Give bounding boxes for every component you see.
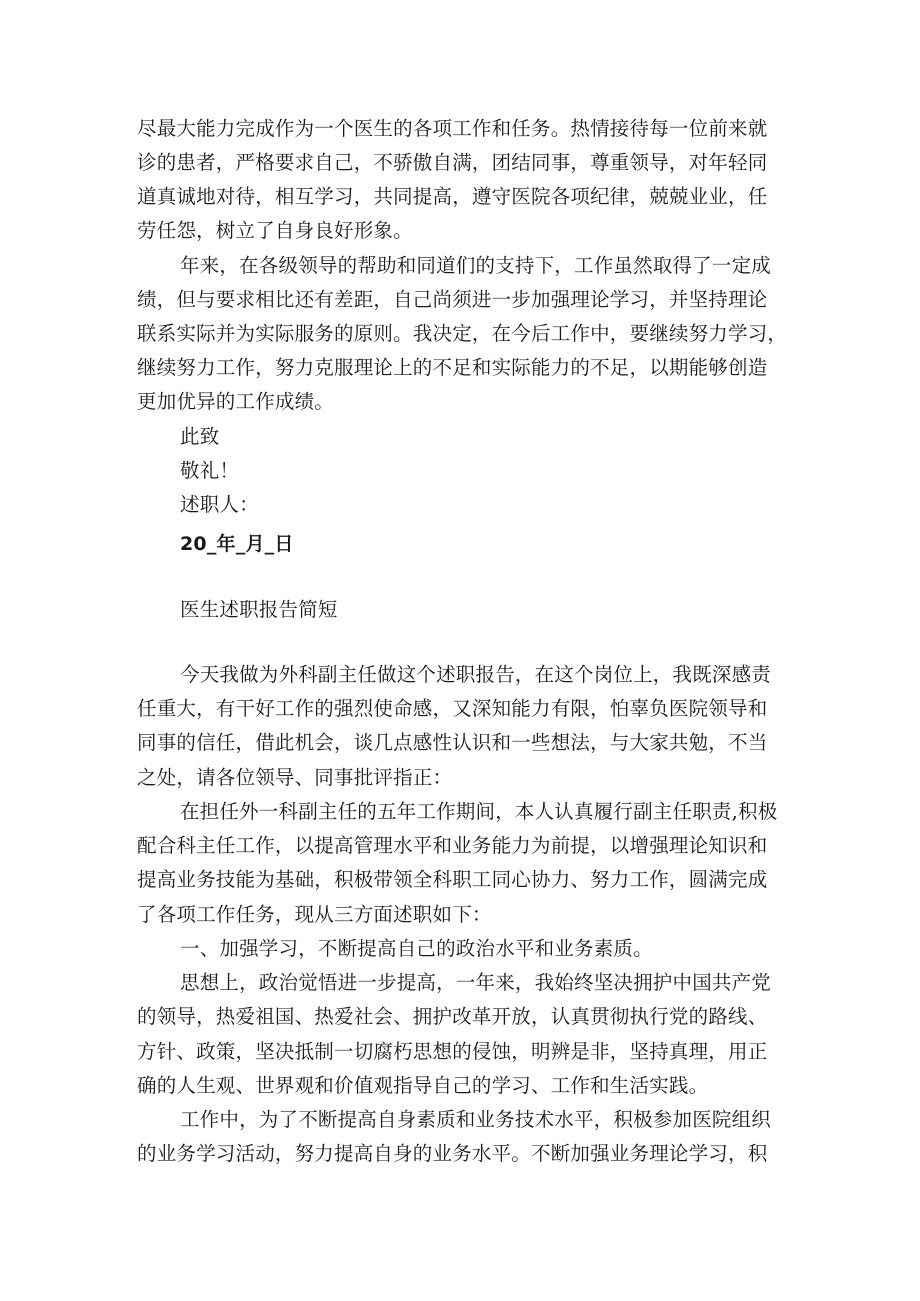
paragraph-line: 思想上，政治觉悟进一步提高，一年来，我始终坚决拥护中国共产党 bbox=[180, 971, 772, 994]
paragraph-line: 在担任外一科副主任的五年工作期间，本人认真履行副主任职责,积极 bbox=[180, 800, 778, 823]
paragraph-line: 诊的患者，严格要求自己，不骄傲自满，团结同事，尊重领导，对年轻同 bbox=[137, 151, 768, 174]
paragraph-line: 同事的信任，借此机会，谈几点感性认识和一些想法，与大家共勉，不当 bbox=[137, 731, 768, 754]
paragraph-line: 年来，在各级领导的帮助和同道们的支持下，工作虽然取得了一定成 bbox=[180, 254, 772, 277]
paragraph-line: 道真诚地对待，相互学习，共同提高，遵守医院各项纪律，兢兢业业，任 bbox=[137, 185, 768, 208]
section-heading: 一、加强学习，不断提高自己的政治水平和业务素质。 bbox=[180, 937, 653, 960]
paragraph-line: 今天我做为外科副主任做这个述职报告，在这个岗位上，我既深感责 bbox=[180, 663, 772, 686]
signer-label: 述职人： bbox=[180, 493, 259, 516]
paragraph-line: 工作中，为了不断提高自身素质和业务技术水平，积极参加医院组织 bbox=[180, 1108, 772, 1131]
paragraph-line: 劳任怨，树立了自身良好形象。 bbox=[137, 219, 413, 242]
paragraph-line: 尽最大能力完成作为一个医生的各项工作和任务。热情接待每一位前来就 bbox=[137, 117, 768, 140]
paragraph-line: 绩，但与要求相比还有差距，自己尚须进一步加强理论学习，并坚持理论 bbox=[137, 288, 768, 311]
paragraph-line: 联系实际并为实际服务的原则。我决定，在今后工作中，要继续努力学习， bbox=[137, 322, 788, 345]
paragraph-line: 的领导，热爱祖国、热爱社会、拥护改革开放，认真贯彻执行党的路线、 bbox=[137, 1005, 768, 1028]
paragraph-line: 任重大，有干好工作的强烈使命感，又深知能力有限，怕辜负医院领导和 bbox=[137, 697, 768, 720]
regards: 敬礼！ bbox=[180, 459, 240, 482]
paragraph-line: 继续努力工作，努力克服理论上的不足和实际能力的不足，以期能够创造 bbox=[137, 356, 768, 379]
date-line: 20_年_月_日 bbox=[180, 533, 294, 555]
paragraph-line: 之处，请各位领导、同事批评指正： bbox=[137, 766, 453, 789]
salutation: 此致 bbox=[180, 425, 220, 448]
section-title: 医生述职报告简短 bbox=[180, 598, 338, 621]
paragraph-line: 确的人生观、世界观和价值观指导自己的学习、工作和生活实践。 bbox=[137, 1074, 709, 1097]
paragraph-line: 更加优异的工作成绩。 bbox=[137, 390, 335, 413]
paragraph-line: 了各项工作任务，现从三方面述职如下： bbox=[137, 903, 492, 926]
paragraph-line: 配合科主任工作，以提高管理水平和业务能力为前提，以增强理论知识和 bbox=[137, 834, 768, 857]
paragraph-line: 提高业务技能为基础，积极带领全科职工同心协力、努力工作，圆满完成 bbox=[137, 868, 768, 891]
paragraph-line: 的业务学习活动，努力提高自身的业务水平。不断加强业务理论学习，积 bbox=[137, 1142, 768, 1165]
paragraph-line: 方针、政策，坚决抵制一切腐朽思想的侵蚀，明辨是非，坚持真理，用正 bbox=[137, 1040, 768, 1063]
